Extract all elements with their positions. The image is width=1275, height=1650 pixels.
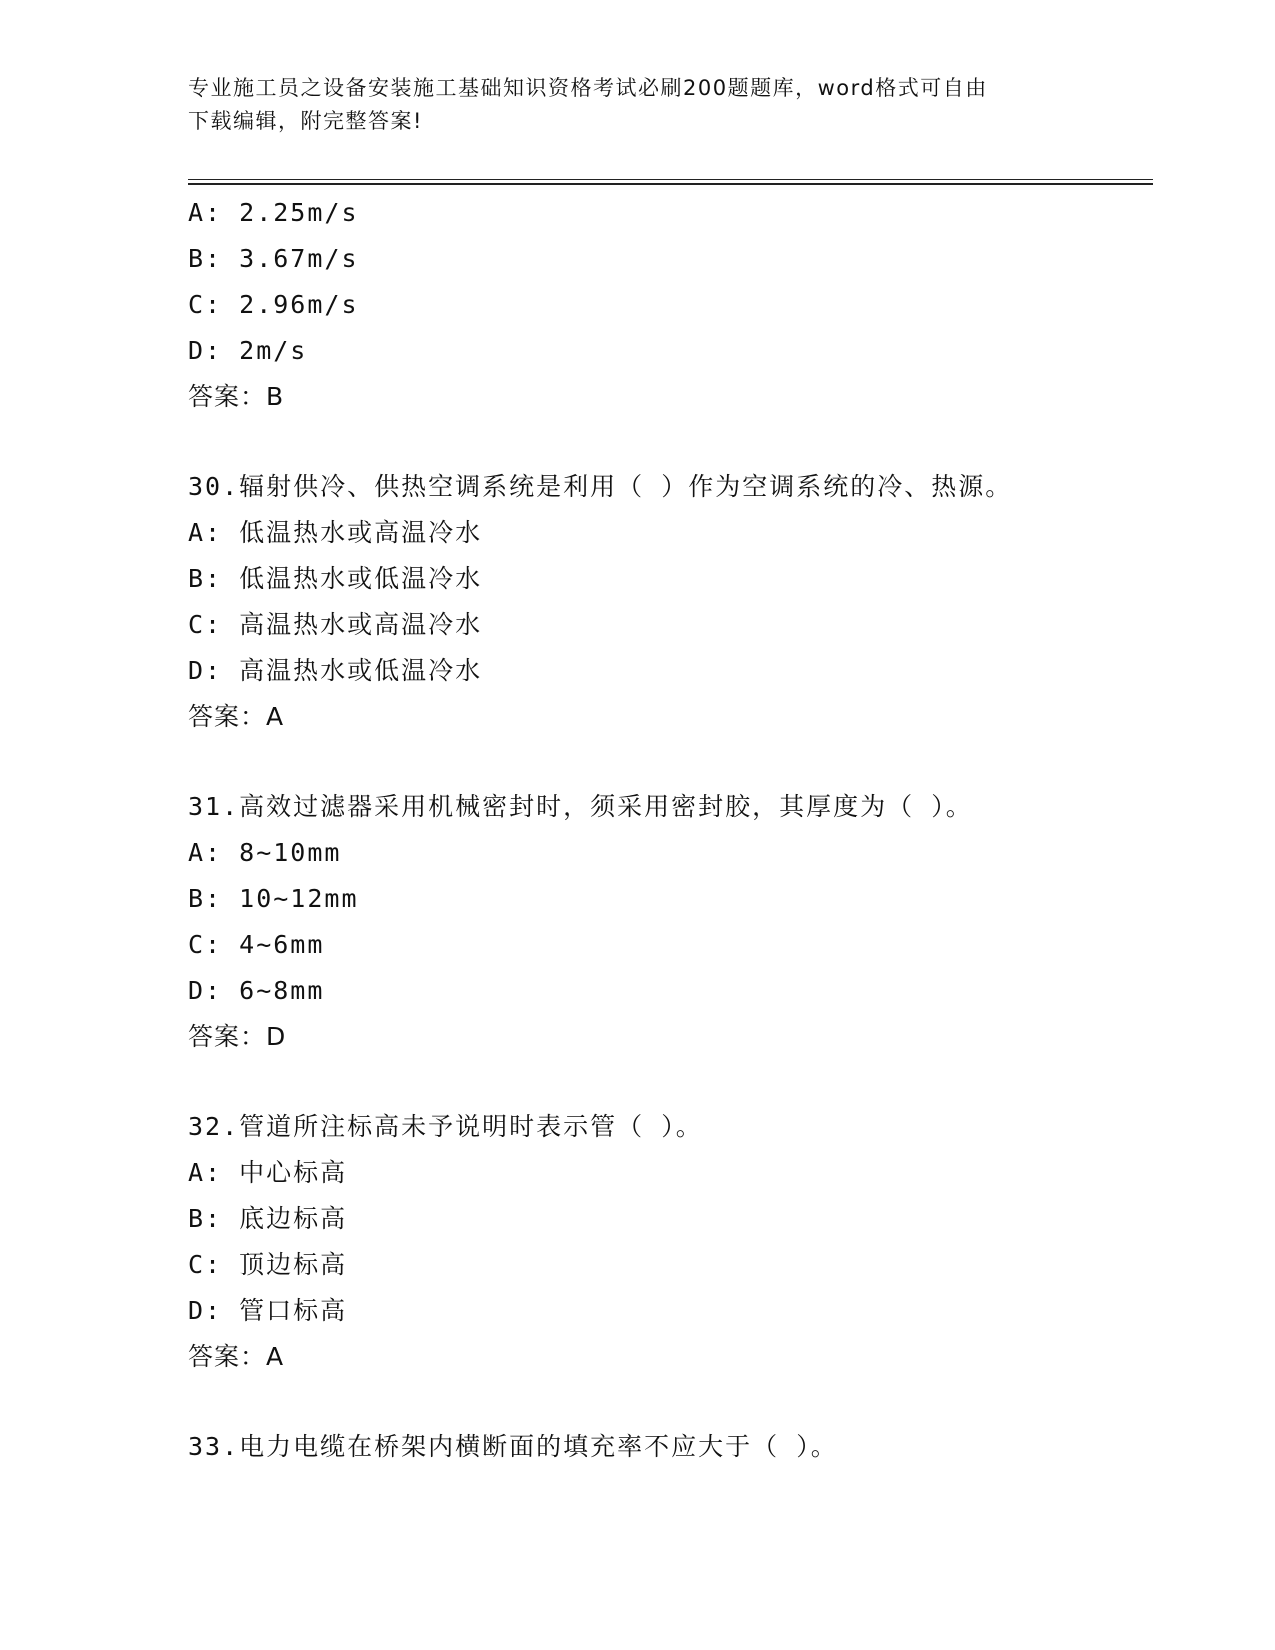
question-text: 31.高效过滤器采用机械密封时，须采用密封胶，其厚度为（ ）。 [188,792,973,821]
option-c: C: 高温热水或高温冷水 [188,610,483,639]
option-a: A: 8~10mm [188,838,342,867]
option-b: B: 3.67m/s [188,244,359,273]
option-d: D: 管口标高 [188,1296,348,1325]
option-b: B: 底边标高 [188,1204,348,1233]
option-a: A: 中心标高 [188,1158,348,1187]
header-title-line-2: 下载编辑，附完整答案! [188,109,423,133]
header-title-line-1: 专业施工员之设备安装施工基础知识资格考试必刷200题题库，word格式可自由 [188,76,988,100]
question-spacer [188,1060,1153,1104]
option-d: D: 高温热水或低温冷水 [188,656,483,685]
question-29 [188,190,1153,420]
answer: 答案：A [188,1342,285,1371]
option-b: B: 10~12mm [188,884,359,913]
question-spacer [188,420,1153,464]
option-c: C: 顶边标高 [188,1250,348,1279]
question-text: 32.管道所注标高未予说明时表示管（ ）。 [188,1112,703,1141]
answer: 答案：A [188,702,285,731]
option-a: A: 2.25m/s [188,198,359,227]
question-spacer [188,1380,1153,1424]
option-a: A: 低温热水或高温冷水 [188,518,483,547]
header-divider-top [188,179,1153,180]
question-31 [188,784,1153,1060]
document-header [188,72,1068,138]
header-divider-bottom [188,183,1153,185]
question-30 [188,464,1153,740]
question-list [188,190,1153,1470]
answer: 答案：D [188,1022,287,1051]
question-32 [188,1104,1153,1380]
question-text: 30.辐射供冷、供热空调系统是利用（ ）作为空调系统的冷、热源。 [188,472,1013,501]
option-c: C: 4~6mm [188,930,325,959]
option-c: C: 2.96m/s [188,290,359,319]
option-d: D: 2m/s [188,336,308,365]
question-33 [188,1424,1153,1470]
option-b: B: 低温热水或低温冷水 [188,564,483,593]
question-text: 33.电力电缆在桥架内横断面的填充率不应大于（ ）。 [188,1432,838,1461]
answer: 答案：B [188,382,285,411]
question-spacer [188,740,1153,784]
option-d: D: 6~8mm [188,976,325,1005]
